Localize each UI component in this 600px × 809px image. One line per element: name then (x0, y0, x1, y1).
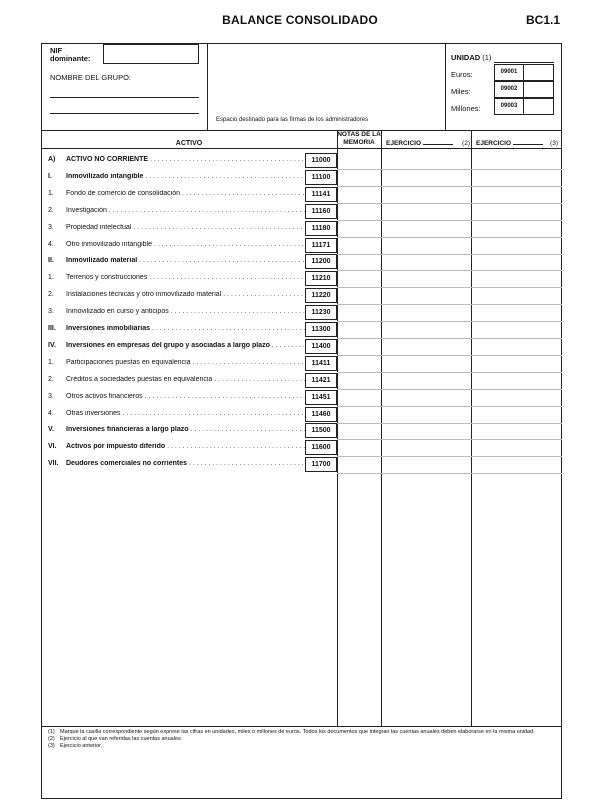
footnote-2-text: Ejercicio al que van referidas las cuentas anuales. (60, 736, 183, 742)
footnote-2 (48, 736, 556, 743)
ejercicio1-cell[interactable] (382, 270, 471, 287)
row-label (66, 342, 338, 349)
ident-divider-2 (445, 43, 446, 131)
footnote-3 (48, 743, 556, 750)
footnote-1-text: Marque la casilla correspondiente según exprese las cifras en unidades, miles o millones de euros. Todos los documentos que integran las cuentas anuales deben elaborarse en la misma unidad. (60, 729, 535, 735)
ejercicio1-cell[interactable] (382, 406, 471, 423)
column-activo-header: ACTIVO (175, 140, 203, 147)
ejercicio2-cell[interactable] (472, 270, 562, 287)
ejercicio2-cell[interactable] (472, 237, 562, 254)
row-number: 3. (48, 392, 54, 400)
ejercicio2-cell[interactable] (472, 321, 562, 338)
ejercicio2-cell[interactable] (472, 287, 562, 304)
footnotes (48, 729, 556, 750)
row-label (66, 410, 338, 417)
notas-cell[interactable] (338, 372, 381, 389)
notas-cell[interactable] (338, 169, 381, 186)
row-code: 11300 (305, 322, 337, 337)
notas-cell[interactable] (338, 203, 381, 220)
footnote-3-text: Ejercicio anterior. (60, 743, 103, 749)
ejercicio1-cell[interactable] (382, 220, 471, 237)
ejercicio2-cell[interactable] (472, 406, 562, 423)
notas-cell[interactable] (338, 220, 381, 237)
row-code: 11700 (305, 457, 337, 472)
row-label-text: Créditos a sociedades puestas en equivalencia (66, 375, 213, 383)
row-label (66, 190, 338, 197)
row-label-text: Inversiones financieras a largo plazo (66, 426, 189, 434)
unit-euros-checkbox[interactable] (523, 64, 554, 81)
row-code: 11141 (305, 187, 337, 202)
ejercicio2-cell[interactable] (472, 355, 562, 372)
row-code: 11400 (305, 339, 337, 354)
row-label-text: Inmovilizado en curso y anticipos (66, 308, 169, 316)
ejercicio1-cell[interactable] (382, 186, 471, 203)
ejercicio2-cell[interactable] (472, 304, 562, 321)
unit-title (451, 53, 491, 62)
row-number: IV. (48, 341, 56, 349)
row-label-text: Otro inmovilizado intangible (66, 240, 152, 248)
row-code: 11180 (305, 221, 337, 236)
unit-miles-checkbox[interactable] (523, 81, 554, 98)
row-label (66, 359, 338, 366)
ejercicio2-year-blank[interactable] (513, 144, 543, 145)
row-label-text: Participaciones puestas en equivalencia (66, 358, 191, 366)
ejercicio2-cell[interactable] (472, 220, 562, 237)
ejercicio1-cell[interactable] (382, 389, 471, 406)
group-name-line-2[interactable] (50, 113, 199, 114)
ident-divider-1 (207, 43, 208, 131)
notas-cell[interactable] (338, 186, 381, 203)
row-number: 1. (48, 189, 54, 197)
row-label (66, 173, 338, 180)
ejercicio1-cell[interactable] (382, 253, 471, 270)
ejercicio1-cell[interactable] (382, 203, 471, 220)
row-label-text: Deudores comerciales no corrientes (66, 460, 187, 468)
row-label-text: Fondo de comercio de consolidación (66, 189, 181, 197)
row-label-text: Terrenos y construcciones (66, 274, 148, 282)
row-code: 11210 (305, 271, 337, 286)
ejercicio1-cell[interactable] (382, 321, 471, 338)
row-number: 4. (48, 409, 54, 417)
ejercicio1-cell[interactable] (382, 169, 471, 186)
notas-cell[interactable] (338, 338, 381, 355)
row-code: 11460 (305, 407, 337, 422)
ejercicio1-cell[interactable] (382, 338, 471, 355)
signatures-area-label: Espacio destinado para las firmas de los administradores (216, 117, 369, 123)
row-label-text: Inversiones en empresas del grupo y asociadas a largo plazo (66, 341, 270, 349)
row-label (66, 241, 338, 248)
row-number: VI. (48, 443, 57, 451)
ejercicio1-cell[interactable] (382, 355, 471, 372)
row-label-text: Activos por impuesto diferido (66, 443, 166, 451)
row-code: 11600 (305, 440, 337, 455)
unit-title-line (494, 62, 554, 63)
nif-label: NIF dominante: (50, 46, 91, 63)
ejercicio1-cell[interactable] (382, 456, 471, 473)
row-code: 11160 (305, 204, 337, 219)
nif-input[interactable] (103, 44, 199, 64)
notas-cell[interactable] (338, 389, 381, 406)
row-code: 11100 (305, 170, 337, 185)
row-number: 4. (48, 240, 54, 248)
footnote-1-ref: (1) (48, 729, 55, 735)
row-code: 11230 (305, 305, 337, 320)
row-label-text: Inmovilizado material (66, 257, 138, 265)
row-label (66, 376, 338, 383)
ejercicio2-cell[interactable] (472, 422, 562, 439)
ejercicio2-cell[interactable] (472, 186, 562, 203)
ejercicio2-label: EJERCICIO (476, 140, 512, 147)
row-label-text: Otras inversiones (66, 409, 121, 417)
footnote-2-ref: (2) (48, 736, 55, 742)
notas-cell[interactable] (338, 287, 381, 304)
row-number: II. (48, 257, 54, 265)
unit-millones-code: 09003 (494, 98, 524, 115)
column-ejercicio2-header (476, 140, 558, 147)
row-number: 1. (48, 274, 54, 282)
column-ejercicio1-header (386, 140, 470, 147)
notas-cell[interactable] (338, 439, 381, 456)
unit-euros-label: Euros: (451, 70, 473, 79)
row-code: 11200 (305, 254, 337, 269)
ejercicio1-cell[interactable] (382, 439, 471, 456)
ejercicio2-cell[interactable] (472, 253, 562, 270)
ejercicio1-label: EJERCICIO (386, 140, 422, 147)
notas-cell[interactable] (338, 456, 381, 473)
row-label (66, 426, 338, 433)
header-bottom-line (41, 148, 562, 149)
row-number: I. (48, 172, 52, 180)
row-label (66, 257, 338, 264)
ejercicio2-cell[interactable] (472, 169, 562, 186)
row-label-text: Propiedad intelectual (66, 223, 132, 231)
unit-euros-code: 09001 (494, 64, 524, 81)
ejercicio2-cell[interactable] (472, 338, 562, 355)
notas-cell[interactable] (338, 270, 381, 287)
unit-ref: (1) (482, 53, 492, 62)
ejercicio2-cell[interactable] (472, 372, 562, 389)
notas-cell[interactable] (338, 422, 381, 439)
ejercicio2-cell[interactable] (472, 389, 562, 406)
row-label (66, 207, 338, 214)
notas-cell[interactable] (338, 406, 381, 423)
row-label-text: Inversiones inmobiliarias (66, 325, 151, 332)
row-number: 1. (48, 358, 54, 366)
ejercicio1-year-blank[interactable] (423, 144, 453, 145)
row-number: 3. (48, 223, 54, 231)
row-label (66, 460, 338, 467)
notas-cell[interactable] (338, 304, 381, 321)
ejercicio2-cell[interactable] (472, 152, 562, 169)
row-label-text: Otros activos financieros (66, 392, 143, 400)
row-label (66, 308, 338, 315)
row-number: V. (48, 426, 54, 434)
page-title: BALANCE CONSOLIDADO (222, 13, 378, 27)
row-number: 3. (48, 308, 54, 316)
row-label (66, 274, 338, 281)
row-label (66, 325, 338, 332)
ejercicio1-cell[interactable] (382, 304, 471, 321)
row-label-text: Investigación (66, 206, 107, 214)
notas-cell[interactable] (338, 355, 381, 372)
row-number: 2. (48, 375, 54, 383)
footnote-3-ref: (3) (48, 743, 55, 749)
row-number: VII. (48, 460, 59, 468)
ejercicio2-cell[interactable] (472, 203, 562, 220)
row-label-text: Instalaciones técnicas y otro inmovilizado material (66, 291, 222, 299)
row-label-text: Inmovilizado intangible (66, 172, 144, 180)
row-number: 2. (48, 291, 54, 299)
ejercicio1-cell[interactable] (382, 372, 471, 389)
footnote-separator (41, 726, 562, 727)
ejercicio1-cell[interactable] (382, 237, 471, 254)
notas-cell[interactable] (338, 237, 381, 254)
footnote-1 (48, 729, 556, 736)
ejercicio1-cell[interactable] (382, 422, 471, 439)
unit-title-text: UNIDAD (451, 53, 481, 62)
row-label-text: ACTIVO NO CORRIENTE (66, 156, 149, 163)
row-label (66, 156, 338, 163)
row-label (66, 291, 338, 298)
row-code: 11000 (305, 153, 337, 168)
row-label (66, 393, 338, 400)
unit-millones-checkbox[interactable] (523, 98, 554, 115)
notas-cell[interactable] (338, 253, 381, 270)
column-notas-header: NOTAS DE LA MEMORIA (337, 131, 381, 146)
row-label (66, 443, 338, 450)
row-gridline (337, 473, 562, 474)
row-code: 11421 (305, 373, 337, 388)
row-code: 11500 (305, 423, 337, 438)
row-code: 11171 (305, 238, 337, 253)
row-number: III. (48, 325, 56, 332)
group-name-line-1[interactable] (50, 97, 199, 98)
ejercicio2-ref: (3) (550, 140, 558, 147)
unit-miles-label: Miles: (451, 87, 471, 96)
unit-millones-label: Millones: (451, 104, 481, 113)
notas-cell[interactable] (338, 152, 381, 169)
ejercicio1-ref: (2) (462, 140, 470, 147)
row-code: 11411 (305, 356, 337, 371)
ejercicio1-cell[interactable] (382, 152, 471, 169)
ejercicio2-cell[interactable] (472, 456, 562, 473)
ejercicio2-cell[interactable] (472, 439, 562, 456)
row-code: 11451 (305, 390, 337, 405)
row-number: 2. (48, 206, 54, 214)
ejercicio1-cell[interactable] (382, 287, 471, 304)
ident-bottom-line (41, 130, 562, 131)
notas-cell[interactable] (338, 321, 381, 338)
row-label (66, 224, 338, 231)
row-code: 11220 (305, 288, 337, 303)
row-number: A) (48, 156, 56, 163)
form-code: BC1.1 (525, 13, 560, 27)
unit-miles-code: 09002 (494, 81, 524, 98)
group-name-label: NOMBRE DEL GRUPO: (50, 73, 131, 82)
